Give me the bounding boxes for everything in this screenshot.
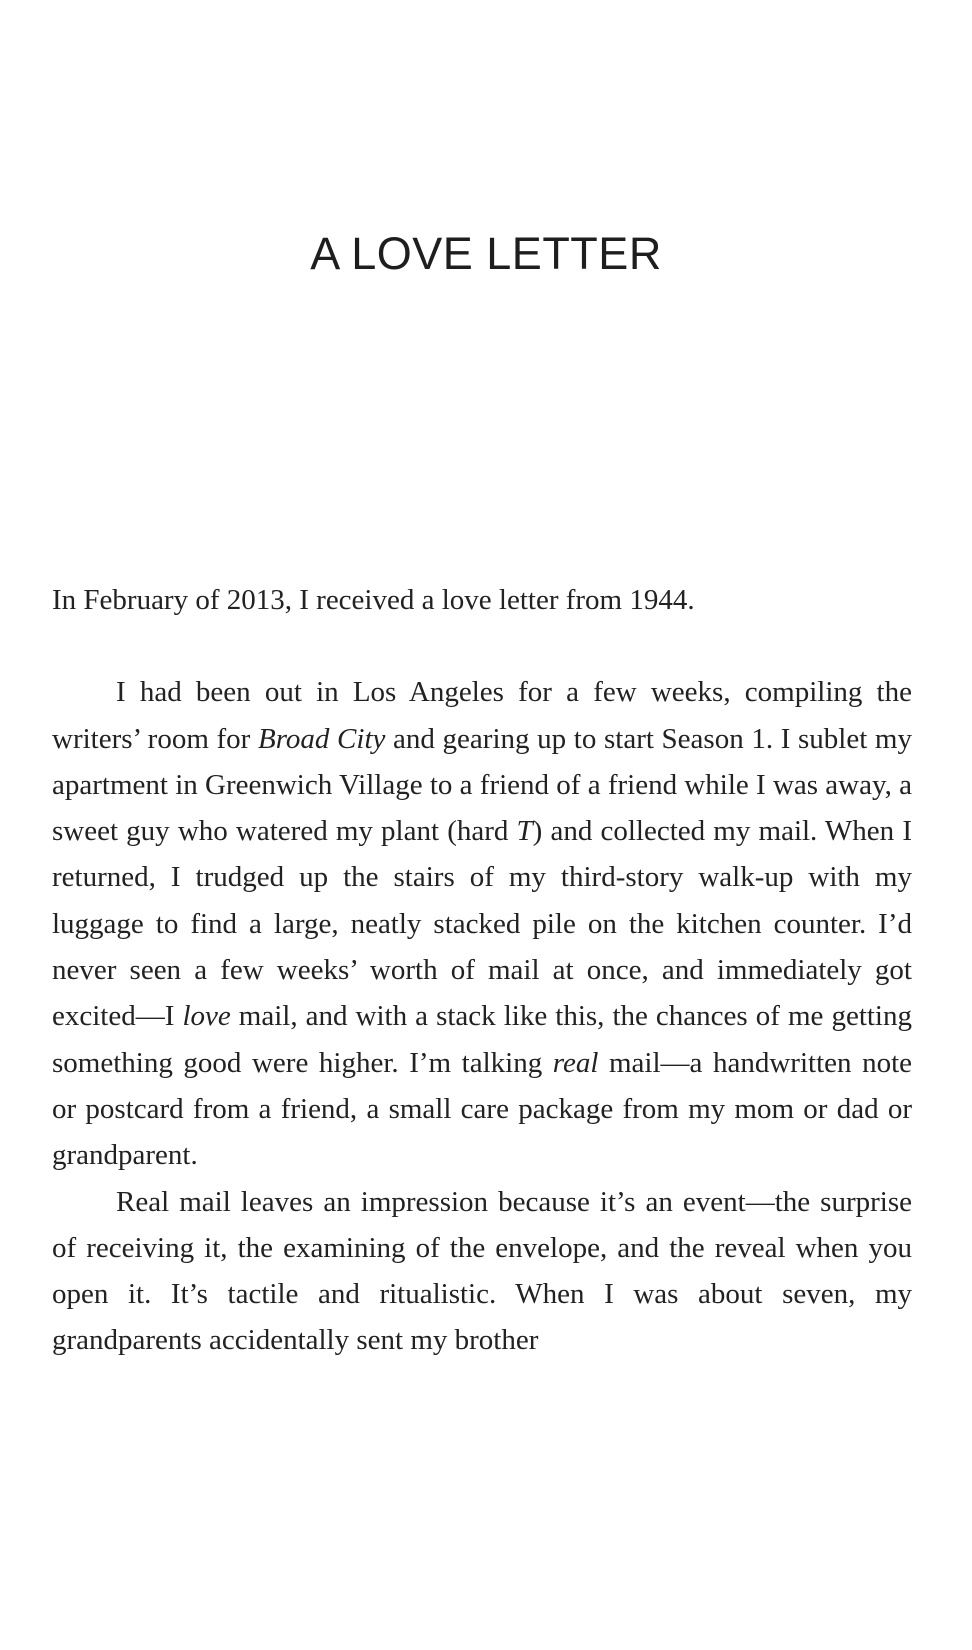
text-run: and gearing up to start Season 1. I sublet my apartment in Greenwich Village to a friend of a friend while I was away, a sweet guy who watered my plant (hard [52, 722, 912, 848]
body-text [52, 577, 912, 1364]
text-run: ) and collected my mail. When I returned, I trudged up the stairs of my third-story walk-up with my luggage to find a large, neatly stacked pile on the kitchen counter. I’d never seen a few weeks’ worth of mail at once, and immediately got excited—I [52, 815, 912, 1033]
paragraph-real-mail: Real mail leaves an impression because it’s an event—the surprise of receiving it, the examining of the envelope, and the reveal when you open it. It’s tactile and ritualistic. When I was about seven, my grandparents accidentally sent my brother [52, 1185, 912, 1357]
italic-emphasis-love: love [182, 1000, 231, 1033]
paragraph-opening: In February of 2013, I received a love letter from 1944. [52, 584, 695, 616]
italic-emphasis-real: real [552, 1046, 599, 1079]
italic-show-title: Broad City [257, 722, 386, 755]
text-run: mail, and with a stack like this, the chances of me getting something good were higher. I’m talking [52, 1000, 912, 1079]
text-run: I had been out in Los Angeles for a few weeks, compiling the writers’ room for [52, 676, 912, 755]
italic-letter: T [516, 815, 533, 848]
text-run: mail—a handwritten note or postcard from a friend, a small care package from my mom or dad or grandparent. [52, 1046, 913, 1172]
paragraph-mail-return [52, 669, 912, 1178]
chapter-title: A LOVE LETTER [310, 228, 662, 279]
